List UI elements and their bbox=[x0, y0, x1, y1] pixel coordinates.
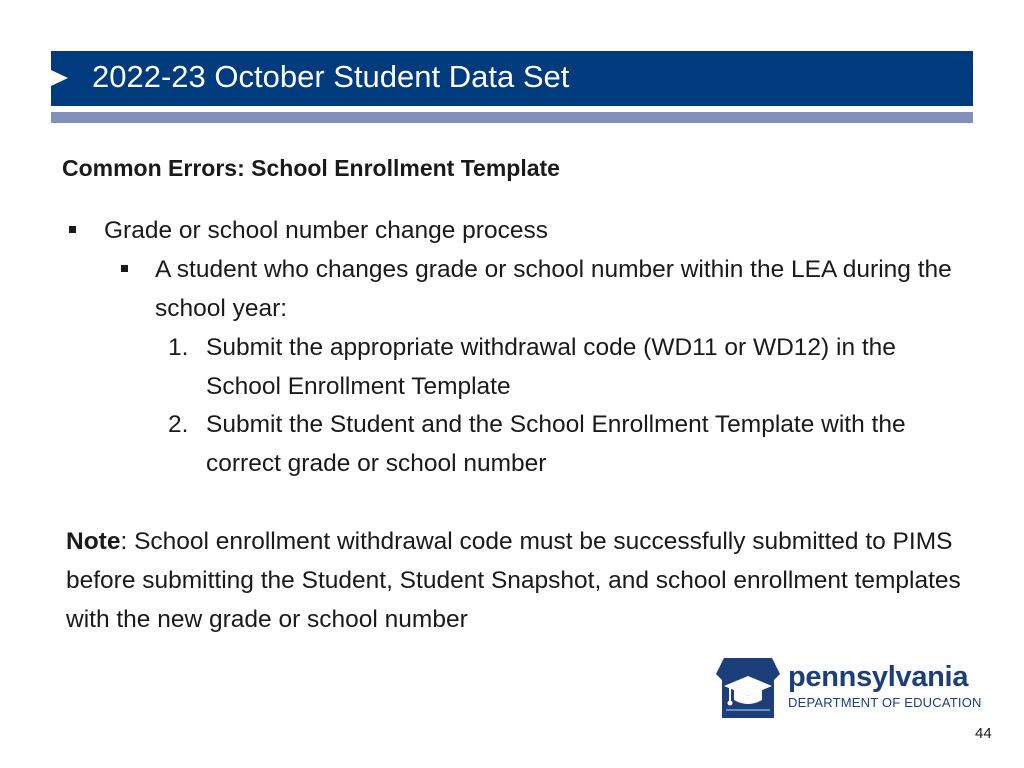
note-paragraph bbox=[66, 522, 966, 639]
page-number: 44 bbox=[975, 725, 992, 742]
note-text: : School enrollment withdrawal code must be successfully submitted to PIMS before submitting the Student, Student Snapshot, and school enrollment templates with the new grade or school number bbox=[66, 528, 961, 633]
accent-bar bbox=[51, 112, 973, 123]
item-text: Submit the Student and the School Enrollment Template with the correct grade or school number bbox=[206, 411, 906, 477]
logo-wordmark: pennsylvania bbox=[788, 661, 969, 693]
square-bullet-icon bbox=[69, 226, 76, 233]
slide-title: 2022-23 October Student Data Set bbox=[92, 59, 570, 94]
item-text: Submit the appropriate withdrawal code (WD11 or WD12) in the School Enrollment Template bbox=[206, 334, 896, 400]
title-bar bbox=[51, 51, 973, 106]
keystone-graduation-cap-icon bbox=[716, 658, 780, 718]
arrow-icon bbox=[51, 70, 68, 86]
bullet-text: Grade or school number change process bbox=[104, 217, 548, 244]
note-label: Note bbox=[66, 528, 121, 555]
sub-bullet-text: A student who changes grade or school number within the LEA during the school year: bbox=[155, 256, 952, 322]
square-bullet-icon bbox=[121, 265, 128, 272]
item-number: 2. bbox=[168, 411, 189, 438]
section-heading: Common Errors: School Enrollment Template bbox=[62, 155, 560, 181]
logo-department: DEPARTMENT OF EDUCATION bbox=[788, 695, 982, 710]
item-number: 1. bbox=[168, 334, 189, 361]
